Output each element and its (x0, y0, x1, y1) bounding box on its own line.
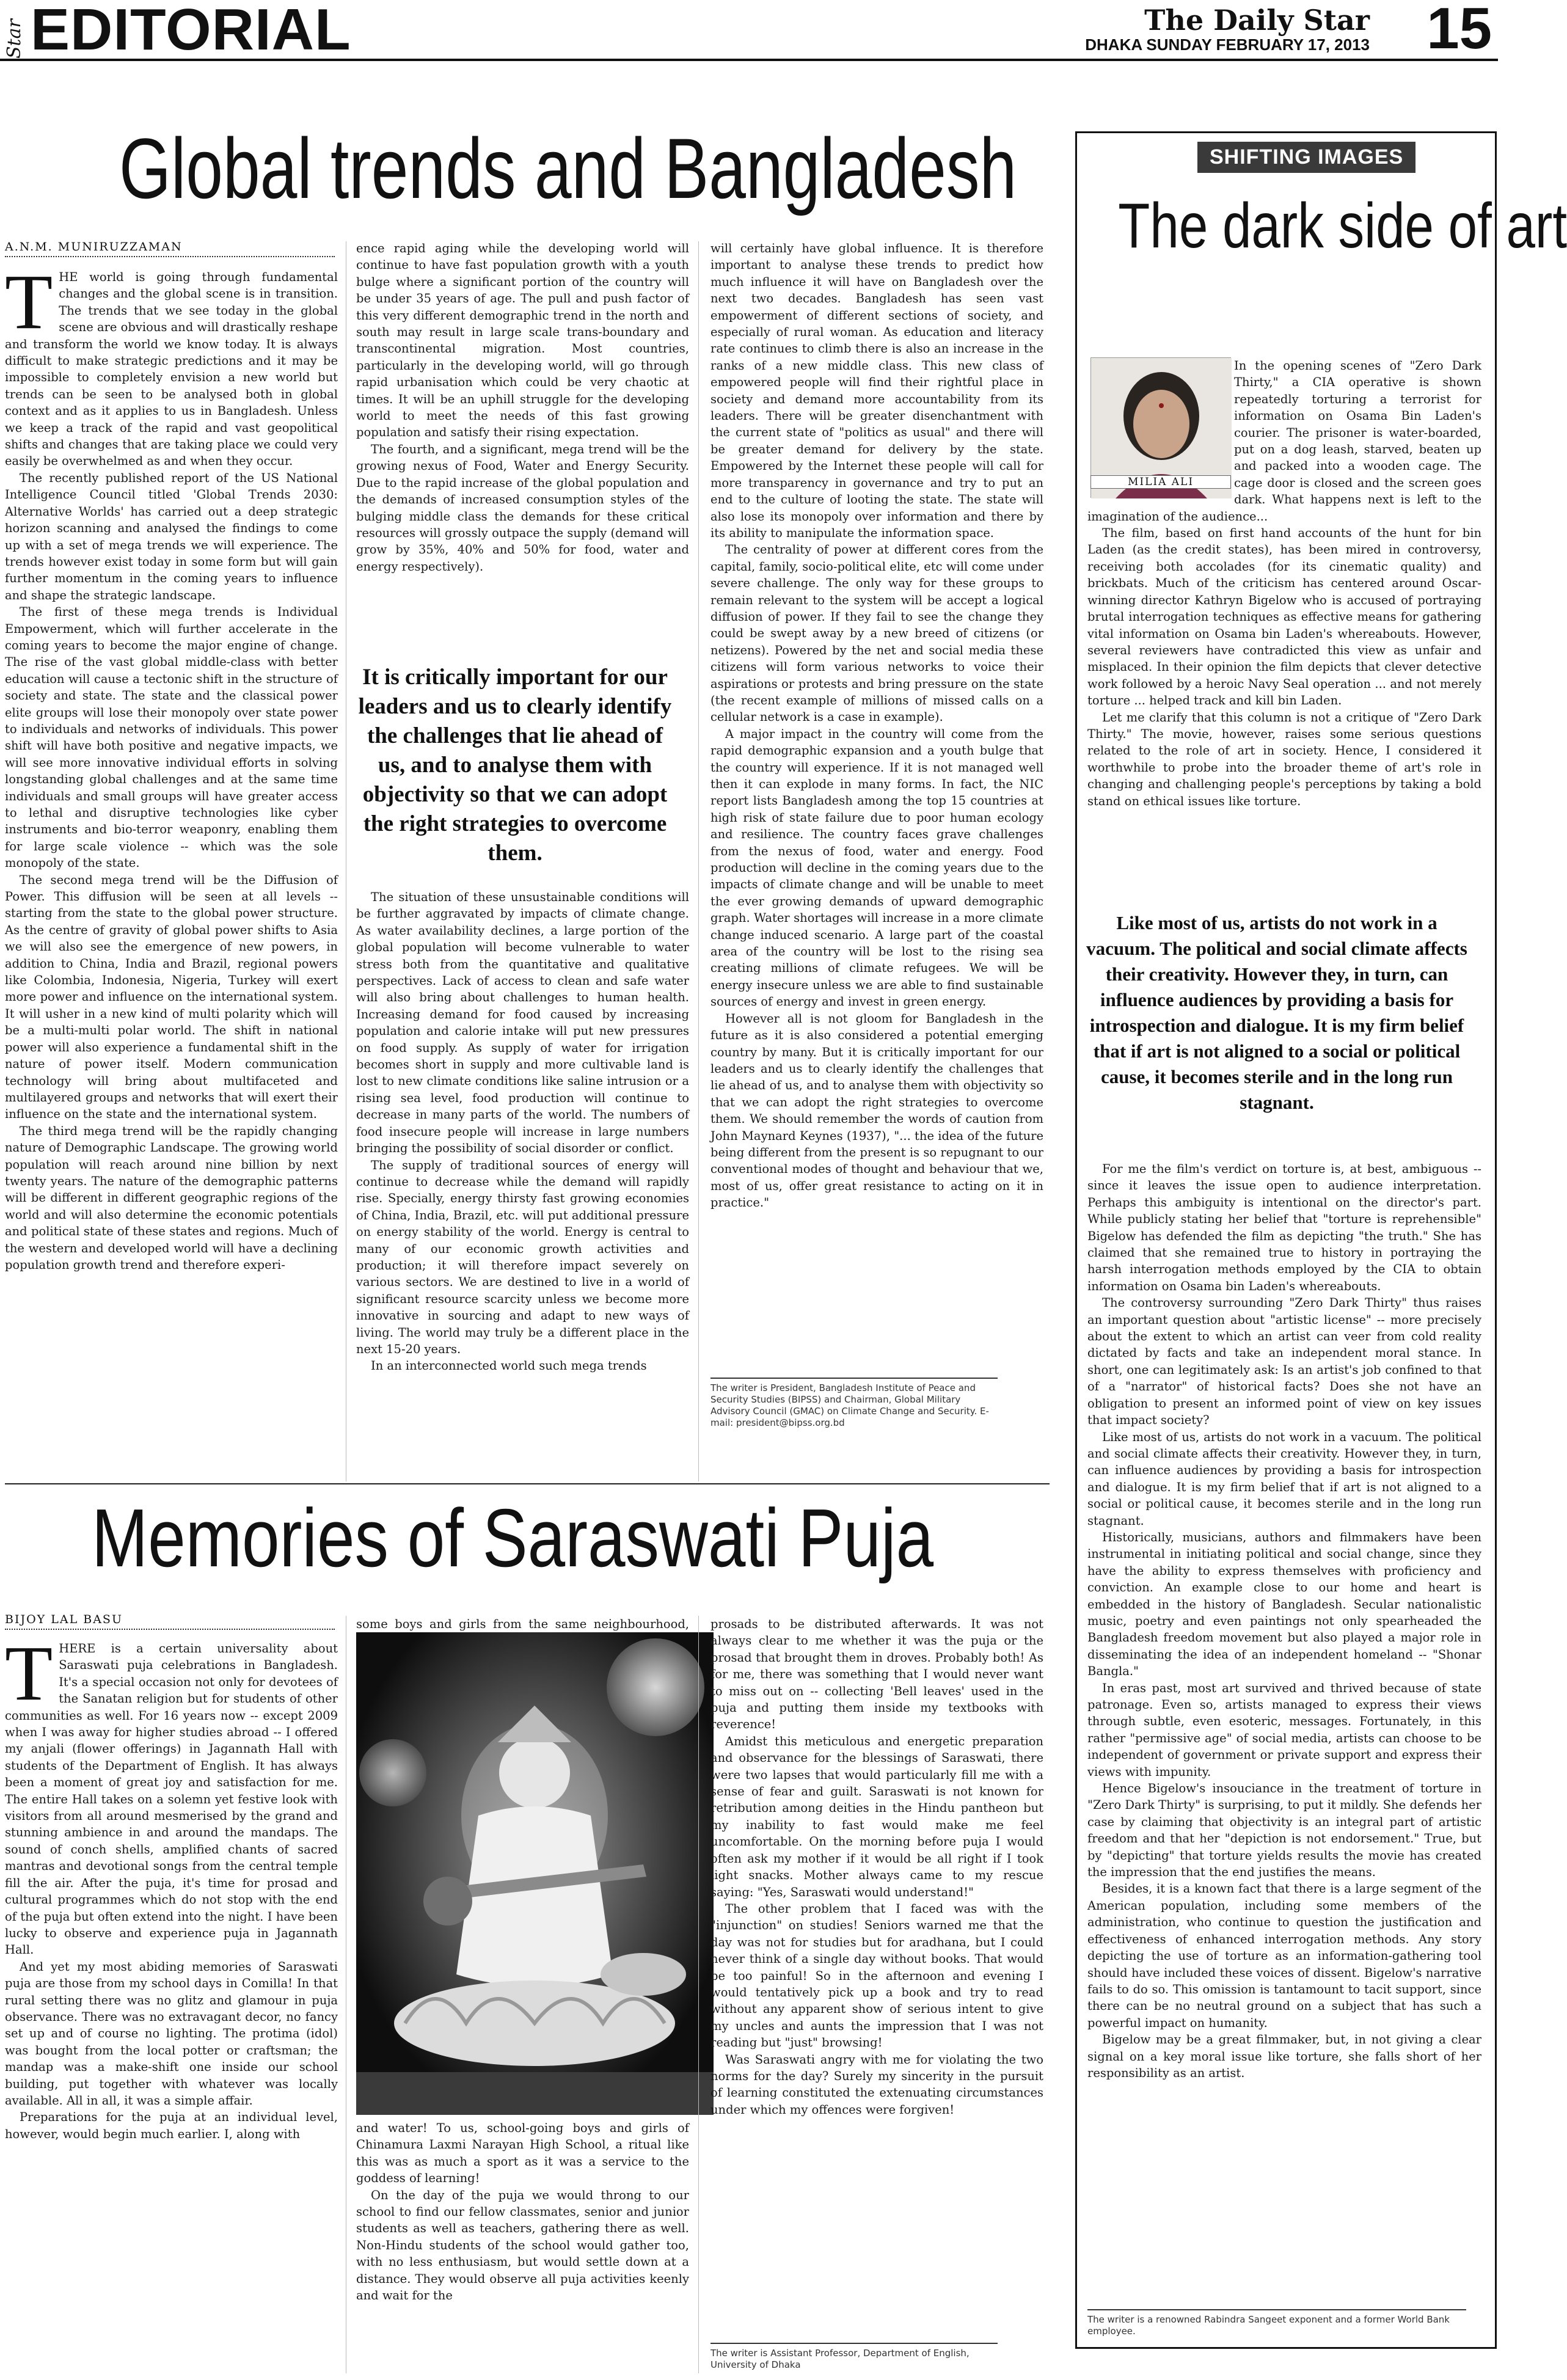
paragraph: The situation of these unsustainable conditions will be further aggravated by impacts of climate change. As water availability declines, a large portion of the global population will become vulnerable to water stress both from the quantitative and qualitative perspectives. Lack of access to clean and safe water will also bring about challenges to human health. Increasing demand for food caused by increasing population and calorie intake will put new pressures on food supply. As supply of water for irrigation becomes short in supply and more cultivable land is lost to new climate conditions like saline intrusion or a rising sea level, food production will continue to decrease in many parts of the world. The numbers of food insecure people will increase in large numbers bringing the possibility of social disorder or conflict. (356, 890, 689, 1156)
figure-body (456, 1806, 613, 1987)
paragraph: HERE is a certain universality about Saraswati puja celebrations in Bangladesh. It's a special occasion not only for devotees of the Sanatan religion but for students of other communities as well. For 16 years now -- except 2009 when I was away for higher studies abroad -- I offered my anjali (flower offerings) in Jagannath Hall with students of the Department of English. It has always been a moment of great joy and satisfaction for me. The entire Hall takes on a solemn yet festive look with visitors from all around mesmerised by the grand and stunning ambience in and around the mandaps. The sound of conch shells, amplified chants of sacred mantras and devotional songs from the central temple fill the air. After the puja, it's time for prosad and cultural programmes which do not stop with the end of the puja but often extend into the night. I have been lucky to observe and experience puja in Jagannath Hall. (5, 1641, 338, 1957)
paragraph: Hence Bigelow's insouciance in the treatment of torture in "Zero Dark Thirty" is surprising, to put it mildly. She defends her case by claiming that objectivity is an integral part of artistic freedom and that her "depiction is not endorsement." True, but by "depicting" that torture yields results the movie has created the impression that the end justifies the means. (1087, 1781, 1481, 1880)
article3-footnote: The writer is a renowned Rabindra Sangeet exponent and a former World Bank employee. (1087, 2309, 1466, 2337)
paragraph: prosads to be distributed afterwards. It was not always clear to me whether it was the puja or the prosad that brought them in droves. Probably both! As for me, there was something that I would never want to miss out on -- collecting 'Bell leaves' used in the puja and putting them inside my textbooks with reverence! (710, 1617, 1043, 1732)
paragraph: And yet my most abiding memories of Saraswati puja are those from my school days in Comilla! In that rural setting there was no glitz and glamour in puja observance. There was no extravagant decor, no fancy set up and of course no lighting. The protima (idol) was bought from the local potter or craftsman; the mandap was a make-shift one inside our school building, put together with whatever was locally available. All in all, it was a simple affair. (5, 1959, 338, 2108)
paragraph: Let me clarify that this column is not a critique of "Zero Dark Thirty." The movie, however, raises some serious questions related to the role of art in society. Hence, I considered it worthwhile to probe into the broader theme of art's role in changing and challenging people's perceptions by taking a bold stand on ethical issues like torture. (1087, 710, 1481, 808)
column-rule (698, 1616, 699, 2373)
section-title: EDITORIAL (31, 0, 351, 62)
article3-byline: MILIA ALI (1090, 475, 1231, 489)
article1-col2b (356, 889, 689, 1484)
planet-shape (359, 1739, 426, 1806)
paragraph: ence rapid aging while the developing world will continue to have fast population growth with a youth bulge where a significant portion of the country will be under 35 years of age. The pull and push factor of this very different demographic trend in the north and south may result in large scale trans-boundary and transcontinental migration. Most countries, particularly in the developing world, will go through rapid urbanisation which could be very chaotic at times. It will be an uphill struggle for the developing world to meet the needs of this fast growing population and satisfy their rising expectation. (356, 241, 689, 440)
paragraph: The centrality of power at different cores from the capital, family, socio-political elite, etc will come under severe challenge. The only way for these groups to remain relevant to the system will be accept a logical diffusion of power. If they fail to see the change they could be swept away by a new breed of citizens (or netizens). Powered by the net and social media these citizens will form various networks to voice their aspirations or protests and bring pressure on the state (the recent example of millions of missed calls on a cellular network is a case in example). (710, 542, 1043, 725)
article2-col3 (710, 1616, 1043, 2337)
paragraph: The first of these mega trends is Individual Empowerment, which will further accelerate in the coming years to become the major engine of change. The rise of the vast global middle-class with better education will cause a tectonic shift in the structure of society and state. The state and the classical power elite groups will lose their monopoly over state power to individuals and networks of individuals. This power shift will have both positive and negative impacts, we will see more innovative individual efforts in solving longstanding global challenges and at the same time individuals and small groups will have greater access to lethal and disruptive technologies like cyber instruments and bio-terror weaponry, enabling them for large scale violence -- which was the sole monopoly of the state. (5, 605, 338, 871)
paragraph: Besides, it is a known fact that there is a large segment of the American population, including some members of the administration, who continue to question the justification and effectiveness of enhanced interrogation methods. Any story depicting the use of torture as an information-gathering tool should have included these voices of dissent. Bigelow's narrative fails to do so. This omission is tantamount to tacit support, since there can be no neutral ground on a subject that has such a powerful impact on humanity. (1087, 1882, 1481, 2030)
article1-col2a (356, 240, 689, 655)
date-line: DHAKA SUNDAY FEBRUARY 17, 2013 (1085, 35, 1370, 54)
page-number: 15 (1426, 0, 1492, 61)
article1-pullquote: It is critically important for our leaders and us to clearly identify the challenges that lie ahead of us, and to analyse them with objectivity so that we can adopt the right strategies to overcome them. (358, 665, 672, 866)
column-rule (698, 241, 699, 1481)
saraswati-artwork (356, 1632, 714, 2115)
paragraph: The film, based on first hand accounts of the hunt for bin Laden (as the credit states), has been mired in controversy, receiving both accolades (for its cinematic quality) and brickbats. Much of the criticism has centered around Oscar-winning director Kathryn Bigelow who is accused of portraying brutal interrogation techniques as effective means for gathering vital information on Osama bin Laden's whereabouts. However, several reviewers have contradicted this view as unfair and misplaced. In their opinion the film depicts that clever detective work followed by a heroic Navy Seal operation ... and not merely torture ... helped track and kill bin Laden. (1087, 526, 1481, 708)
paragraph: The second mega trend will be the Diffusion of Power. This diffusion will be seen at all levels -- starting from the state to the global power structure. As the centre of gravity of global power shifts to Asia we will also see the emergence of new powers, in addition to China, India and Brazil, regional powers like Colombia, Indonesia, Nigeria, Turkey will exert more power and influence on the international system. It will usher in a new kind of multi polarity which will be a multi-multi polar world. The shift in national power will also experience a fundamental shift in the nature of power itself. Modern communication technology will bring about multifaceted and multilayered groups and networks that will exert their influence on the state and the international system. (5, 872, 338, 1122)
paragraph: The recently published report of the US National Intelligence Council titled 'Global Trends 2030: Alternative Worlds' has carried out a deep strategic horizon scanning and analysed the findings to come up with a set of mega trends we will experience. The trends however exist today in some form but will gain further momentum in the coming years to influence and shape the strategic landscape. (5, 470, 338, 602)
paragraph: For me the film's verdict on torture is, at best, ambiguous -- since it leaves the issue open to audience interpretation. Perhaps this ambiguity is intentional on the director's part. While publicly stating her belief that "torture is reprehensible" Bigelow has defended the film as depicting "the truth." She has claimed that she remained true to history in portraying the harsh interrogation methods employed by the CIA to obtain information on Osama bin Laden's whereabouts. (1087, 1162, 1481, 1293)
article2-headline: Memories of Saraswati Puja (92, 1492, 934, 1584)
paragraph: In the opening scenes of "Zero Dark Thirty," a CIA operative is shown repeatedly torturing a terrorist for information on Osama Bin Laden's courier. The prisoner is water-boarded, put on a dog leash, starved, beaten up and packed into a wooden cage. The cage door is closed and the screen goes dark. What happens next is left to the imagination of the audience... (1087, 359, 1481, 524)
saraswati-illustration (356, 1632, 714, 2115)
article2-col2b (356, 2120, 689, 2373)
paragraph: The other problem that I faced was with the "injunction" on studies! Seniors warned me that the day was not for studies but for aradhana, but I could never think of a single day without books. That would be too painful! So in the afternoon and evening I would tentatively pick up a book and try to read without any apparent show of serious intent to give my uncles and aunts the impression that I was not reading but "just" browsing! (710, 1901, 1043, 2050)
paragraph: will certainly have global influence. It is therefore important to analyse these trends to predict how much influence it will have on Bangladesh over the next two decades. Bangladesh has seen vast empowerment of different sections of society, and especially of rural woman. As education and literacy rate continues to climb there is also an increase in the ranks of a new middle class. This new class of empowered people will find their rightful place in society and demand more accountability from its leaders. There will be greater disenchantment with the current state of "politics as usual" and there will be greater demand for delivery by the state. Empowered by the Internet these people will call for more transparency in governance and try to put an end to the culture of looting the state. The state will also lose its monopoly over information and there by its ability to manipulate the information space. (710, 241, 1043, 540)
column-badge: SHIFTING IMAGES (1197, 142, 1415, 173)
star-logo: Star (4, 19, 25, 59)
article1-footnote: The writer is President, Bangladesh Institute of Peace and Security Studies (BIPSS) and Chairman, Global Military Advisory Council (GMAC) on Climate Change and Security. E-mail: president@bipss.org.bd (710, 1378, 998, 1429)
paragraph: Historically, musicians, authors and filmmakers have been instrumental in initiating political and social change, since they have the ability to express themselves with proficiency and conviction. An example close to our home and heart is embedded in the history of Bangladesh. Secular nationalistic music, poetry and even paintings not only spearheaded the Bangladesh freedom movement but also played a major role in disseminating the idea of an independent homeland -- "Shonar Bangla." (1087, 1530, 1481, 1679)
article1-headline: Global trends and Bangladesh (119, 120, 1017, 216)
article1-col1 (5, 258, 338, 1484)
paragraph: On the day of the puja we would throng to our school to find our fellow classmates, senior and junior students as well as teachers, gathering there as well. Non-Hindu students of the school would gather too, with no less enthusiasm, but would settle down at a distance. They would observe all puja activities keenly and wait for the (356, 2188, 689, 2303)
paragraph: Amidst this meticulous and energetic preparation and observance for the blessings of Saraswati, there were two lapses that would particularly fill me with a sense of fear and guilt. Saraswati is not known for retribution among deities in the Hindu pantheon but my inability to fast would make me feel uncomfortable. On the morning before puja I would often ask my mother if it would be all right if I took light snacks. Mother always came to my rescue saying: "Yes, Saraswati would understand!" (710, 1734, 1043, 1899)
portrait-spacer (1087, 357, 1234, 504)
paragraph: some boys and girls from the same neighbourhood, (356, 1617, 689, 1631)
paragraph: In eras past, most art survived and thrived because of state patronage. Even so, artists managed to express their views through subtle, even esoteric, messages. Fortunately, in this rather "permissive age" of social media, artists can choose to be independent of government or private support and express their views with impunity. (1087, 1681, 1481, 1779)
article1-col3 (710, 240, 1043, 1340)
water-shape (356, 2072, 714, 2115)
paragraph: The fourth, and a significant, mega trend will be the growing nexus of Food, Water and Energy Security. Due to the rapid increase of the global population and the demands of increased consumption styles of the bulging middle class the demands for these critical resources will grossly outpace the supply (demand will grow by 35%, 40% and 50% for food, water and energy respectively). (356, 442, 689, 574)
paragraph: Bigelow may be a great filmmaker, but, in not giving a clear signal on a key moral issue like torture, she falls short of her responsibility as an artist. (1087, 2032, 1481, 2080)
article3-pullquote: Like most of us, artists do not work in a vacuum. The political and social climate affects their creativity. However they, in turn, can influence audiences by providing a basis for introspection and dialogue. It is my firm belief that if art is not aligned to a social or political cause, it becomes sterile and in the long run stagnant. (1086, 912, 1467, 1113)
paragraph: Like most of us, artists do not work in a vacuum. The political and social climate affects their creativity. However they, in turn, can influence audiences by providing a basis for introspection and dialogue. It is my firm belief that if art is not aligned to a social or political cause, it becomes sterile and in the long run stagnant. (1087, 1429, 1481, 1528)
article1-byline: A.N.M. MUNIRUZZAMAN (5, 240, 335, 257)
paragraph: Preparations for the puja at an individual level, however, would begin much earlier. I, along with (5, 2110, 338, 2141)
paragraph: The third mega trend will be the rapidly changing nature of Demographic Landscape. The growing world population will reach around nine billion by next twenty years. The nature of the demographic patterns will be different in different geographic regions of the world and will also determine the economic potentials and political state of these states and regions. Much of the western and developed world will have a declining population growth trend and therefore experi- (5, 1123, 338, 1272)
article2-dropcap: T (5, 1630, 53, 1717)
moon-shape (607, 1638, 704, 1736)
article2-byline: BIJOY LAL BASU (5, 1613, 335, 1630)
paragraph: and water! To us, school-going boys and girls of Chinamura Laxmi Narayan High School, a ritual like this was as much a sport as it was a service to the goddess of learning! (356, 2121, 689, 2186)
paragraph: HE world is going through fundamental changes and the global scene is in transition. The trends that we see today in the global scene are obvious and will drastically reshape and transform the world we know today. It is always difficult to make strategic predictions and it may be impossible to completely envision a new world but trends can be seen to be analysed both in global context and as it applies to us in Bangladesh. Unless we keep a track of the rapid and vast geopolitical shifts and changes that are taking place we could very easily be overwhelmed as and when they occur. (5, 270, 338, 469)
paragraph: In an interconnected world such mega trends (371, 1359, 647, 1373)
paragraph: The supply of traditional sources of energy will continue to decrease while the demand will rapidly rise. Specially, energy thirsty fast growing economies of China, India, Brazil, etc. will put additional pressure on energy stability of the world. Energy is central to many of our economic growth activities and production; it will therefore impact severely on various sectors. We are destined to live in a world of significant resource scarcity unless we become more innovative in sourcing and adapt to new ways of living. The world may truly be a different place in the next 15-20 years. (356, 1158, 689, 1356)
swan-shape (601, 1953, 686, 1996)
article2-col1 (5, 1630, 338, 2373)
article2-footnote: The writer is Assistant Professor, Department of English, University of Dhaka (710, 2343, 998, 2371)
paper-name: The Daily Star (1144, 4, 1370, 37)
article3-col-top (1087, 357, 1481, 907)
article3-headline: The dark side of art (1118, 191, 1567, 261)
paragraph: Was Saraswati angry with me for violating the two norms for the day? Surely my sincerity in the pursuit of learning constituted the extenuating circumstances under which my offences were forgiven! (710, 2052, 1043, 2117)
article1-dropcap: T (5, 258, 53, 345)
paragraph: The controversy surrounding "Zero Dark Thirty" thus raises an important question about "artistic license" -- more precisely about the extent to which an artist can veer from cold reality dictated by facts and take an independent moral stance. In short, one can legitimately ask: Is an artist's job confined to that of a "narrator" of historical facts? Does she not have an obligation to present an informed point of view on key issues that impact society? (1087, 1296, 1481, 1428)
section-divider (5, 1483, 1050, 1484)
veena-gourd (423, 1877, 472, 1926)
paragraph: However all is not gloom for Bangladesh in the future as it is also considered a potential emerging country by many. But it is critically important for our leaders and us to clearly identify the challenges that lie ahead of us, and to analyse them with objectivity so that we can adopt the right strategies to overcome them. We should remember the words of caution from John Maynard Keynes (1937), "... the idea of the future being different from the present is so repugnant to our conventional modes of thought and behaviour that we, most of us, offer great resistance to acting on it in practice." (710, 1011, 1043, 1210)
masthead (0, 0, 1498, 61)
article3-col-bottom (1087, 1161, 1481, 2291)
paragraph: A major impact in the country will come from the rapid demographic expansion and a youth bulge that the country will experience. If it is not managed well then it can explode in many forms. In fact, the NIC report lists Bangladesh among the top 15 countries at high risk of state failure due to poor human ecology and resilience. The country faces grave challenges from the nexus of food, water and energy. Food production will decline in the coming years due to the impacts of climate change and will be unable to meet the ever growing demands of upward demographic graph. Water shortages will increase in a more climate change induced scenario. A large part of the coastal area of the country will be lost to the rising sea creating millions of climate refugees. We will be energy insecure unless we are able to find sustainable sources of energy and invest in green energy. (710, 726, 1043, 1009)
figure-head (499, 1737, 570, 1808)
